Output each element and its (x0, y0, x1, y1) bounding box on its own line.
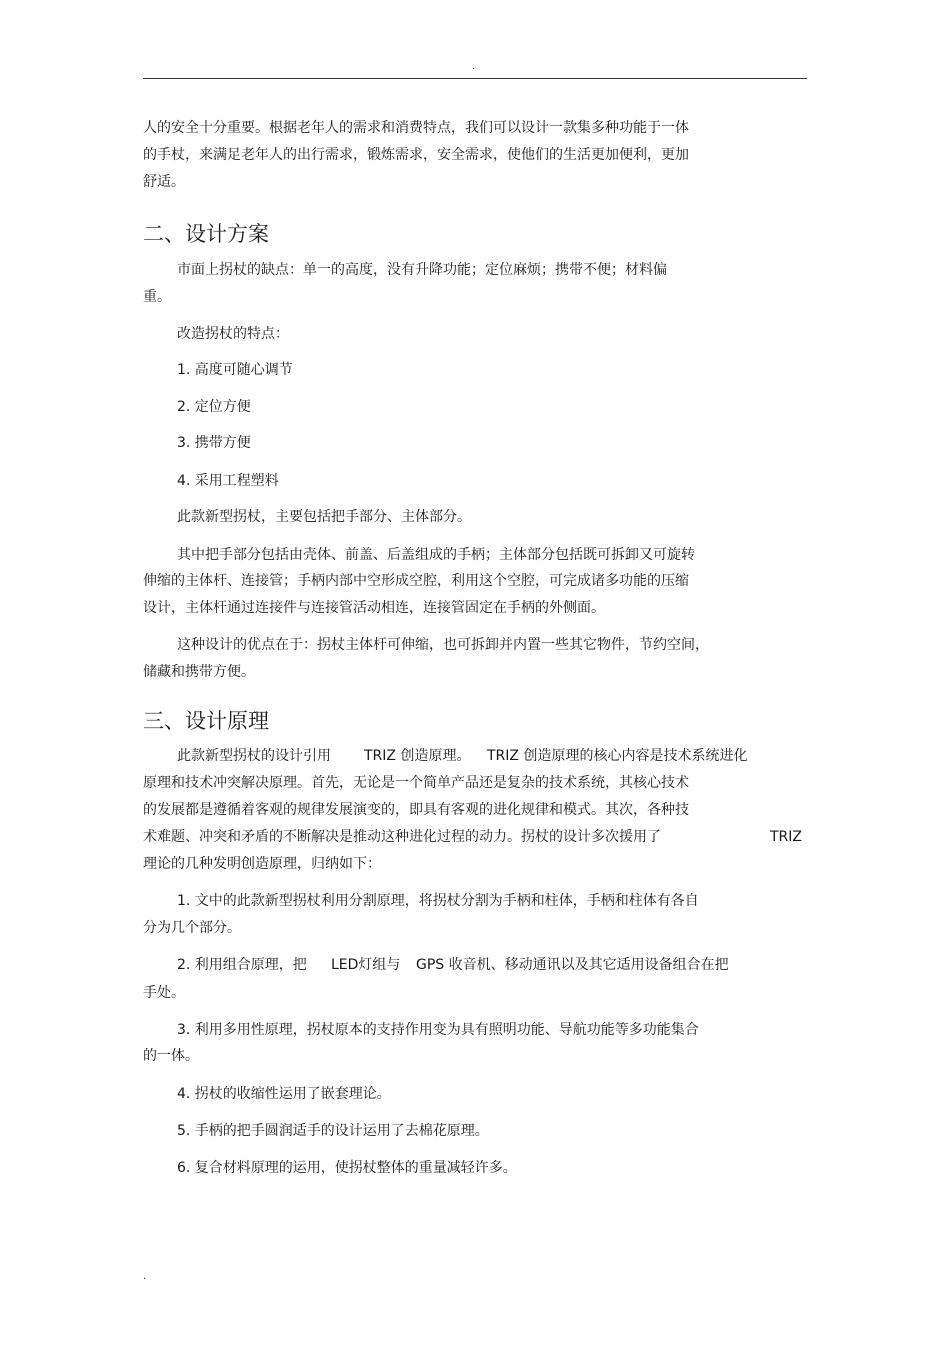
principle-line-2: 原理和技术冲突解决原理。首先，无论是一个简单产品还是复杂的技术系统，其核心技术 (143, 775, 689, 791)
principle-item-2d: 手处。 (143, 985, 185, 1001)
detail-line-1: 其中把手部分包括由壳体、前盖、后盖组成的手柄；主体部分包括既可拆卸又可旋转 (177, 547, 695, 563)
principle-item-2a: 2. 利用组合原理，把 (177, 957, 307, 973)
intro-line-1: 人的安全十分重要。根据老年人的需求和消费特点，我们可以设计一款集多种功能于一体 (143, 120, 689, 136)
header-rule (143, 78, 807, 79)
detail-line-3: 设计，主体杆通过连接件与连接管活动相连，连接管固定在手柄的外侧面。 (143, 600, 605, 616)
intro-line-2: 的手杖，来满足老年人的出行需求，锻炼需求，安全需求，使他们的生活更加便利，更加 (143, 147, 689, 163)
feature-item: 4. 采用工程塑料 (177, 473, 279, 489)
principle-line-4a: 术难题、冲突和矛盾的不断解决是推动这种进化过程的动力。拐杖的设计多次援用了 (143, 829, 661, 845)
footer-mark: . (143, 1271, 147, 1282)
feature-item: 3. 携带方便 (177, 435, 251, 451)
principle-line-1c: TRIZ 创造原理的核心内容是技术系统进化 (487, 748, 748, 764)
detail-line-2: 伸缩的主体杆、连接管；手柄内部中空形成空腔，利用这个空腔，可完成诸多功能的压缩 (143, 573, 689, 589)
principle-item-1-line-1: 1. 文中的此款新型拐杖利用分割原理，将拐杖分割为手柄和柱体，手柄和柱体有各自 (177, 893, 699, 909)
defects-line-2: 重。 (143, 289, 171, 305)
principle-line-1b: TRIZ 创造原理。 (364, 748, 471, 764)
principle-item-6: 6. 复合材料原理的运用，使拐杖整体的重量减轻许多。 (177, 1160, 517, 1176)
defects-line-1: 市面上拐杖的缺点：单一的高度，没有升降功能；定位麻烦；携带不便；材料偏 (177, 262, 667, 278)
advantage-line-1: 这种设计的优点在于：拐杖主体杆可伸缩，也可拆卸并内置一些其它物件，节约空间， (177, 637, 709, 653)
principle-item-2b: LED灯组与 (331, 957, 401, 973)
section3-heading: 三、设计原理 (143, 709, 269, 733)
section2-heading: 二、设计方案 (143, 222, 269, 246)
header-mark: . (472, 61, 476, 72)
principle-line-3: 的发展都是遵循着客观的规律发展演变的，即具有客观的进化规律和模式。其次，各种技 (143, 802, 689, 818)
structure-text: 此款新型拐杖，主要包括把手部分、主体部分。 (177, 509, 471, 525)
advantage-line-2: 储藏和携带方便。 (143, 664, 255, 680)
principle-line-5: 理论的几种发明创造原理，归纳如下： (143, 856, 381, 872)
principle-item-3-line-2: 的一体。 (143, 1048, 199, 1064)
principle-line-1a: 此款新型拐杖的设计引用 (177, 748, 331, 764)
intro-line-3: 舒适。 (143, 174, 185, 190)
principle-item-4: 4. 拐杖的收缩性运用了嵌套理论。 (177, 1086, 391, 1102)
principle-item-3-line-1: 3. 利用多用性原理，拐杖原本的支持作用变为具有照明功能、导航功能等多功能集合 (177, 1022, 699, 1038)
principle-item-2c: GPS 收音机、移动通讯以及其它适用设备组合在把 (416, 957, 729, 973)
feature-item: 2. 定位方便 (177, 399, 251, 415)
principle-line-4b: TRIZ (770, 829, 802, 845)
feature-item: 1. 高度可随心调节 (177, 362, 293, 378)
principle-item-5: 5. 手柄的把手圆润适手的设计运用了去棉花原理。 (177, 1123, 489, 1139)
principle-item-1-line-2: 分为几个部分。 (143, 920, 241, 936)
features-title: 改造拐杖的特点： (177, 326, 289, 342)
